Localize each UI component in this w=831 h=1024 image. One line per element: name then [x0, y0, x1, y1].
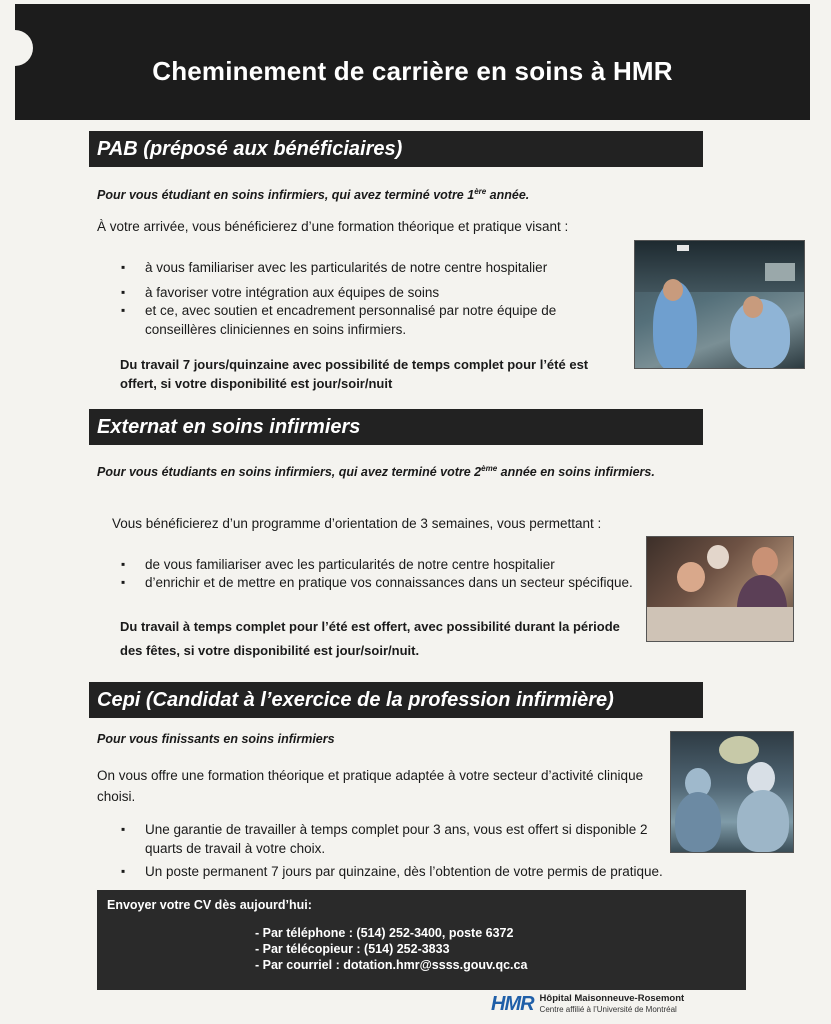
externat-photo	[646, 536, 794, 642]
cepi-bullet: ▪ Un poste permanent 7 jours par quinzaine, dès l’obtention de votre permis de pratique.	[145, 862, 755, 881]
page-title: Cheminement de carrière en soins à HMR	[152, 56, 673, 86]
contact-fax: - Par télécopieur : (514) 252-3833	[255, 942, 450, 956]
pab-bullet: ▪ à vous familiariser avec les particularités de notre centre hospitalier	[145, 258, 625, 277]
externat-closing: Du travail à temps complet pour l’été est offert, avec possibilité durant la période des fêtes, si votre disponibilité est jour/soir/nuit.	[120, 619, 620, 658]
pab-bullet: ▪ et ce, avec soutien et encadrement personnalisé par notre équipe de conseillères cliniciennes en soins infirmiers.	[145, 301, 625, 339]
pab-closing: Du travail 7 jours/quinzaine avec possibilité de temps complet pour l’été est offert, si votre disponibilité est jour/soir/nuit	[120, 357, 589, 391]
contact-heading: Envoyer votre CV dès aujourd’hui:	[107, 898, 312, 912]
contact-lines	[255, 925, 527, 973]
section-heading-externat: Externat en soins infirmiers	[89, 409, 703, 445]
cepi-bullet: ▪ Une garantie de travailler à temps complet pour 3 ans, vous est offert si disponible 2 quarts de travail à votre choix.	[145, 820, 665, 858]
cepi-lead: On vous offre une formation théorique et pratique adaptée à votre secteur d’activité clinique choisi.	[97, 768, 644, 804]
hospital-affiliation: Centre affilié à l’Université de Montréal	[539, 1005, 677, 1014]
externat-lead: Vous bénéficierez d’un programme d’orientation de 3 semaines, vous permettant :	[112, 516, 602, 531]
pab-bullet: ▪ à favoriser votre intégration aux équipes de soins	[145, 283, 625, 302]
externat-bullet: ▪ de vous familiariser avec les particularités de notre centre hospitalier	[145, 555, 635, 574]
externat-bullet: ▪ d’enrichir et de mettre en pratique vos connaissances dans un secteur spécifique.	[145, 573, 635, 592]
pab-intro: Pour vous étudiant en soins infirmiers, qui avez terminé votre 1ère année.	[97, 187, 530, 203]
cepi-photo	[670, 731, 794, 853]
externat-intro: Pour vous étudiants en soins infirmiers, qui avez terminé votre 2ème année en soins infirmiers.	[97, 464, 655, 480]
title-banner	[15, 4, 810, 120]
contact-box	[97, 890, 746, 990]
hospital-logo	[491, 992, 684, 1016]
hospital-name: Hôpital Maisonneuve-Rosemont	[539, 993, 685, 1004]
hmr-logo-mark: HMR	[491, 992, 534, 1015]
section-heading-pab: PAB (préposé aux bénéficiaires)	[89, 131, 703, 167]
cepi-intro: Pour vous finissants en soins infirmiers	[97, 732, 335, 746]
pab-lead: À votre arrivée, vous bénéficierez d’une formation théorique et pratique visant :	[97, 219, 569, 234]
contact-email: - Par courriel : dotation.hmr@ssss.gouv.qc.ca	[255, 958, 528, 972]
section-heading-cepi: Cepi (Candidat à l’exercice de la profession infirmière)	[89, 682, 703, 718]
pab-photo	[634, 240, 805, 369]
contact-phone: - Par téléphone : (514) 252-3400, poste 6372	[255, 926, 514, 940]
